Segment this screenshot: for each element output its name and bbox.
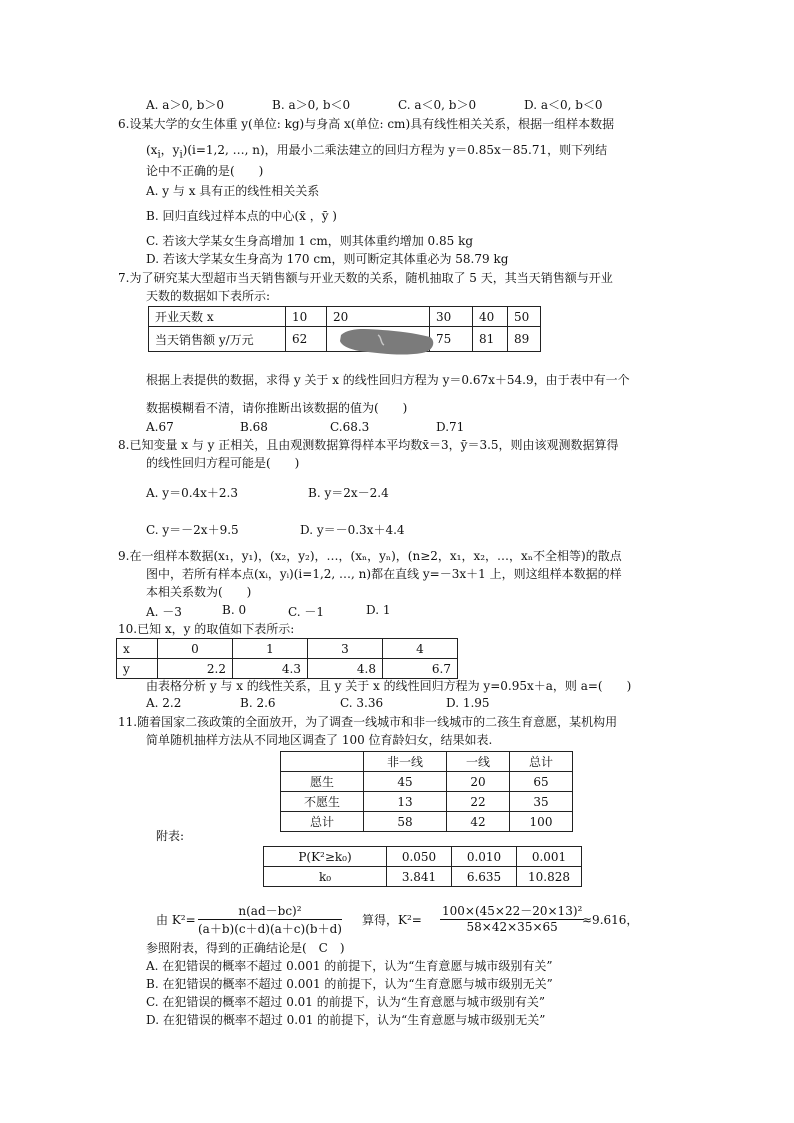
q9-stem-line3: 本相关系数为( ) (146, 585, 252, 599)
q9-option-d: D. 1 (366, 603, 391, 617)
q6-stem-line2: ($x_i$，$y_i)(i=1,2$, …, n)，用最小二乘法建立的回归方程为 y＝0.85x－85.71，则下列结 (146, 143, 608, 161)
table-cell: y (117, 659, 158, 679)
table-row (281, 772, 573, 792)
table-cell: 6.635 (452, 867, 517, 887)
q11-option-c: C. 在犯错误的概率不超过 0.01 的前提下，认为“生育意愿与城市级别有关” (146, 995, 546, 1009)
table-cell: 0.010 (452, 847, 517, 867)
table-cell: 3 (308, 639, 383, 659)
table-row (117, 659, 458, 679)
table-cell: 一线 (447, 752, 510, 772)
q8-option-a: A. y＝0.4x＋2.3 (146, 486, 239, 500)
q9-stem-line1: 9.在一组样本数据(x₁，y₁)，(x₂，y₂)，…，(xₙ，yₙ)，(n≥2，x₁，x₂，…，xₙ不全相等)的散点 (118, 549, 622, 563)
table-cell: 30 (430, 307, 473, 327)
table-cell: 开业天数 x (149, 307, 286, 327)
option-b: B. a＞0, b＜0 (272, 98, 351, 112)
q11-option-a: A. 在犯错误的概率不超过 0.001 的前提下，认为“生育意愿与城市级别有关” (146, 959, 553, 973)
q11-appendix-table (263, 846, 582, 887)
table-cell: 4.8 (308, 659, 383, 679)
q10-option-d: D. 1.95 (446, 696, 490, 710)
q7-option-d: D.71 (436, 420, 465, 434)
formula-denominator: (a＋b)(c＋d)(a＋c)(b＋d) (198, 922, 342, 936)
table-cell: x (117, 639, 158, 659)
table-cell: 非一线 (364, 752, 447, 772)
q7-option-b: B.68 (240, 420, 268, 434)
formula-prefix: 由 K²= (156, 913, 196, 927)
table-row (117, 639, 458, 659)
table-cell: 愿生 (281, 772, 364, 792)
table-cell: 10.828 (517, 867, 582, 887)
table-cell: 35 (510, 792, 573, 812)
table-cell: 0.001 (517, 847, 582, 867)
q8-stem-line2: 的线性回归方程可能是( ) (146, 456, 300, 470)
q6-option-a: A. y 与 x 具有正的线性相关关系 (146, 184, 320, 198)
table-cell: 65 (510, 772, 573, 792)
q6-stem-line1: 6.设某大学的女生体重 y(单位: kg)与身高 x(单位: cm)具有线性相关关系，根据一组样本数据 (118, 117, 615, 131)
table-cell: 42 (447, 812, 510, 832)
q10-option-b: B. 2.6 (240, 696, 276, 710)
q6-option-d: D. 若该大学某女生身高为 170 cm，则可断定其体重必为 58.79 kg (146, 252, 509, 266)
q8-option-b: B. y＝2x－2.4 (308, 486, 389, 500)
table-cell: 当天销售额 y/万元 (149, 327, 286, 352)
table-cell: 62 (286, 327, 327, 352)
table-cell: 100 (510, 812, 573, 832)
table-row (264, 847, 582, 867)
ink-smudge (338, 325, 436, 357)
q11-stem-line2: 简单随机抽样方法从不同地区调查了 100 位育龄妇女，结果如表. (146, 733, 493, 747)
option-a: A. a＞0, b＞0 (146, 98, 225, 112)
q10-stem-line2: 由表格分析 y 与 x 的线性关系，且 y 关于 x 的线性回归方程为 y=0.95x＋a，则 a=( ) (146, 679, 632, 693)
q11-stem-line3: 参照附表，得到的正确结论是( C ) (146, 941, 345, 955)
option-c: C. a＜0, b＞0 (398, 98, 477, 112)
table-cell (281, 752, 364, 772)
table-cell: 6.7 (383, 659, 458, 679)
calc-denominator: 58×42×35×65 (466, 920, 558, 934)
k2-formula (198, 902, 342, 937)
q9-option-c: C. －1 (288, 605, 325, 619)
table-cell: 4.3 (233, 659, 308, 679)
table-cell: 0 (158, 639, 233, 659)
q10-option-a: A. 2.2 (146, 696, 182, 710)
q11-stem-line1: 11.随着国家二孩政策的全面放开，为了调查一线城市和非一线城市的二孩生育意愿，某机构用 (118, 715, 618, 729)
table-row (281, 752, 573, 772)
q8-option-c: C. y＝－2x＋9.5 (146, 523, 239, 537)
q10-stem-line1: 10.已知 x，y 的取值如下表所示: (118, 622, 295, 636)
table-cell: P(K²≥k₀) (264, 847, 387, 867)
appendix-label: 附表: (156, 829, 185, 843)
table-cell: 4 (383, 639, 458, 659)
table-cell: 89 (508, 327, 541, 352)
table-cell: 22 (447, 792, 510, 812)
option-d: D. a＜0, b＜0 (524, 98, 603, 112)
table-cell: k₀ (264, 867, 387, 887)
table-cell: 0.050 (387, 847, 452, 867)
q8-option-d: D. y＝－0.3x＋4.4 (300, 523, 405, 537)
table-row (281, 812, 573, 832)
table-cell: 不愿生 (281, 792, 364, 812)
table-row (281, 792, 573, 812)
table-cell: 81 (473, 327, 508, 352)
table-cell: 总计 (510, 752, 573, 772)
table-cell: 58 (364, 812, 447, 832)
table-cell: 2.2 (158, 659, 233, 679)
q7-stem-line4: 数据模糊看不清，请你推断出该数据的值为( ) (146, 401, 408, 415)
table-cell: 40 (473, 307, 508, 327)
table-cell: 50 (508, 307, 541, 327)
q8-stem-line1: 8.已知变量 x 与 y 正相关，且由观测数据算得样本平均数x̄＝3，ȳ＝3.5，则由该观测数据算得 (118, 438, 619, 452)
q9-option-a: A. －3 (146, 605, 182, 619)
q6-option-c: C. 若该大学某女生身高增加 1 cm，则其体重约增加 0.85 kg (146, 234, 474, 248)
q11-contingency-table (280, 751, 573, 832)
q7-stem-line3: 根据上表提供的数据，求得 y 关于 x 的线性回归方程为 y＝0.67x＋54.9，由于表中有一个 (146, 373, 630, 387)
calc-numerator: 100×(45×22－20×13)² (442, 904, 583, 918)
table-cell: 13 (364, 792, 447, 812)
q10-option-c: C. 3.36 (340, 696, 384, 710)
q7-stem-line1: 7.为了研究某大型超市当天销售额与开业天数的关系，随机抽取了 5 天，其当天销售额与开业 (118, 271, 613, 285)
q7-option-c: C.68.3 (330, 420, 370, 434)
q9-stem-line2: 图中，若所有样本点(xᵢ，yᵢ)(i=1,2, …, n)都在直线 y=－3x＋1 上，则这组样本数据的样 (146, 567, 622, 581)
q11-option-d: D. 在犯错误的概率不超过 0.01 的前提下，认为“生育意愿与城市级别无关” (146, 1013, 546, 1027)
table-cell: 3.841 (387, 867, 452, 887)
formula-mid: 算得，K²= (362, 913, 422, 927)
table-cell: 10 (286, 307, 327, 327)
table-cell: 1 (233, 639, 308, 659)
k2-calculation (440, 902, 584, 934)
q10-data-table (116, 638, 458, 679)
table-cell: 75 (430, 327, 473, 352)
q11-option-b: B. 在犯错误的概率不超过 0.001 的前提下，认为“生育意愿与城市级别无关” (146, 977, 553, 991)
table-cell: 总计 (281, 812, 364, 832)
calc-result: ≈9.616， (582, 913, 639, 927)
q9-option-b: B. 0 (222, 603, 247, 617)
q7-stem-line2: 天数的数据如下表所示: (146, 289, 271, 303)
table-cell: 45 (364, 772, 447, 792)
table-row (149, 307, 541, 327)
table-row (264, 867, 582, 887)
q7-option-a: A.67 (146, 420, 174, 434)
q6-stem-line3: 论中不正确的是( ) (146, 164, 264, 178)
table-cell: 20 (327, 307, 430, 327)
formula-numerator: n(ad－bc)² (198, 902, 342, 920)
q6-option-b: B. 回归直线过样本点的中心(x̄ ，ȳ ) (146, 209, 337, 223)
table-cell: 20 (447, 772, 510, 792)
